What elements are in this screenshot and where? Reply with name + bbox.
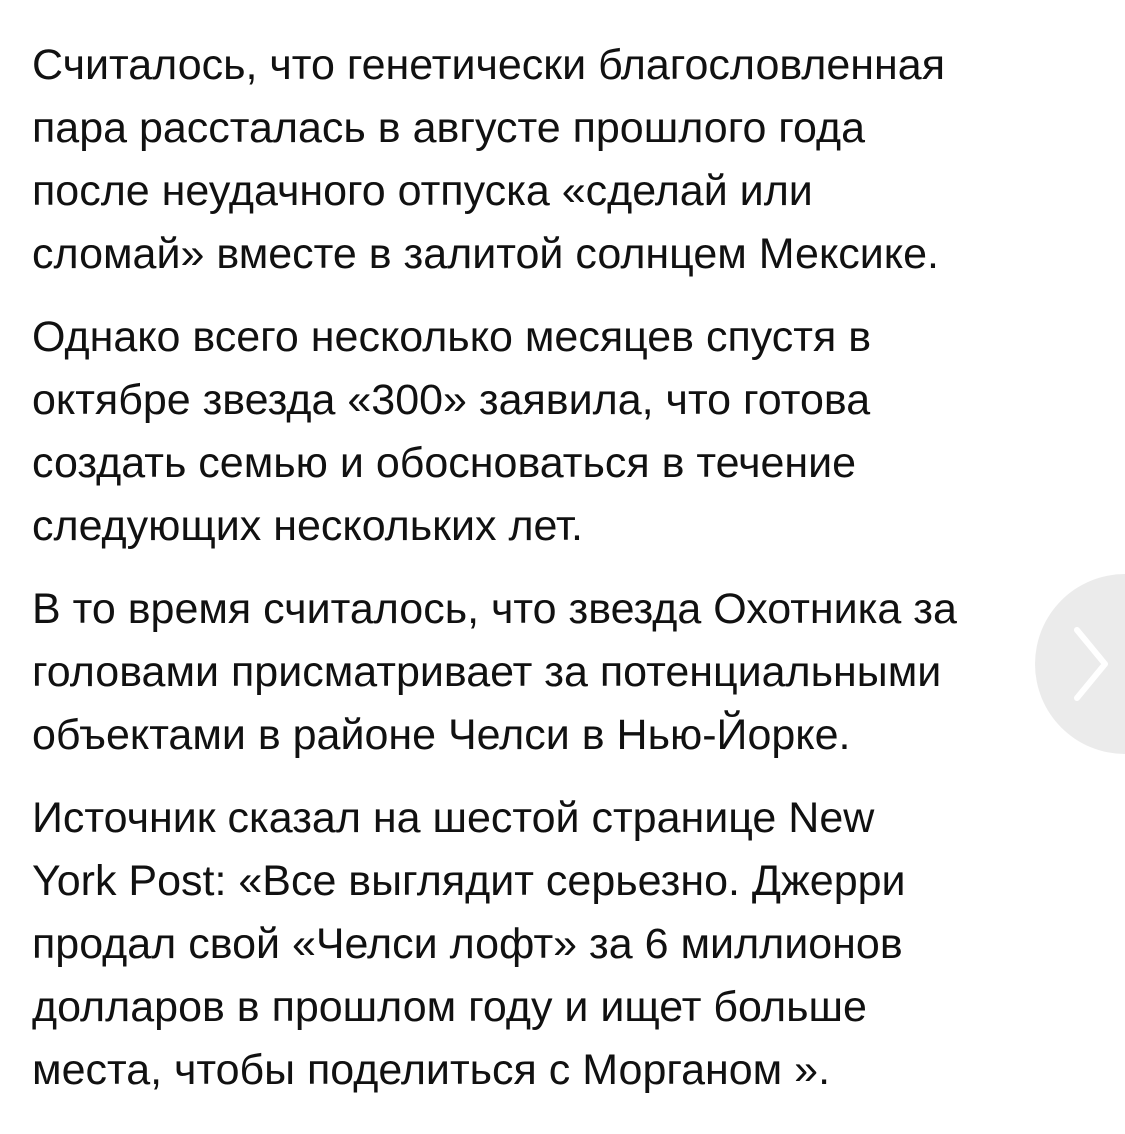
paragraph-line: объектами в районе Челси в Нью-Йорке. — [32, 711, 851, 759]
paragraph-line: Однако всего несколько месяцев спустя в — [32, 313, 872, 361]
paragraph-line: головами присматривает за потенциальными — [32, 648, 942, 696]
paragraph-1 — [32, 34, 1097, 286]
paragraph-line: места, чтобы поделиться с Морганом ». — [32, 1046, 831, 1094]
paragraph-line: создать семью и обосноваться в течение — [32, 439, 857, 487]
chevron-right-icon — [1073, 626, 1109, 702]
paragraph-2 — [32, 306, 1097, 558]
paragraph-line: сломай» вместе в залитой солнцем Мексике. — [32, 230, 939, 278]
paragraph-line: Считалось, что генетически благословленная — [32, 41, 945, 89]
paragraph-line: York Post: «Все выглядит серьезно. Джерри — [32, 857, 906, 905]
article-body — [32, 34, 1097, 1122]
paragraph-3 — [32, 578, 1097, 767]
paragraph-line: продал свой «Челси лофт» за 6 миллионов — [32, 920, 903, 968]
paragraph-line: после неудачного отпуска «сделай или — [32, 167, 813, 215]
paragraph-line: октябре звезда «300» заявила, что готова — [32, 376, 871, 424]
paragraph-4 — [32, 787, 1097, 1102]
paragraph-line: Источник сказал на шестой странице New — [32, 794, 875, 842]
paragraph-line: В то время считалось, что звезда Охотника за — [32, 585, 957, 633]
paragraph-line: следующих нескольких лет. — [32, 502, 583, 550]
paragraph-line: долларов в прошлом году и ищет больше — [32, 983, 867, 1031]
paragraph-line: пара рассталась в августе прошлого года — [32, 104, 866, 152]
